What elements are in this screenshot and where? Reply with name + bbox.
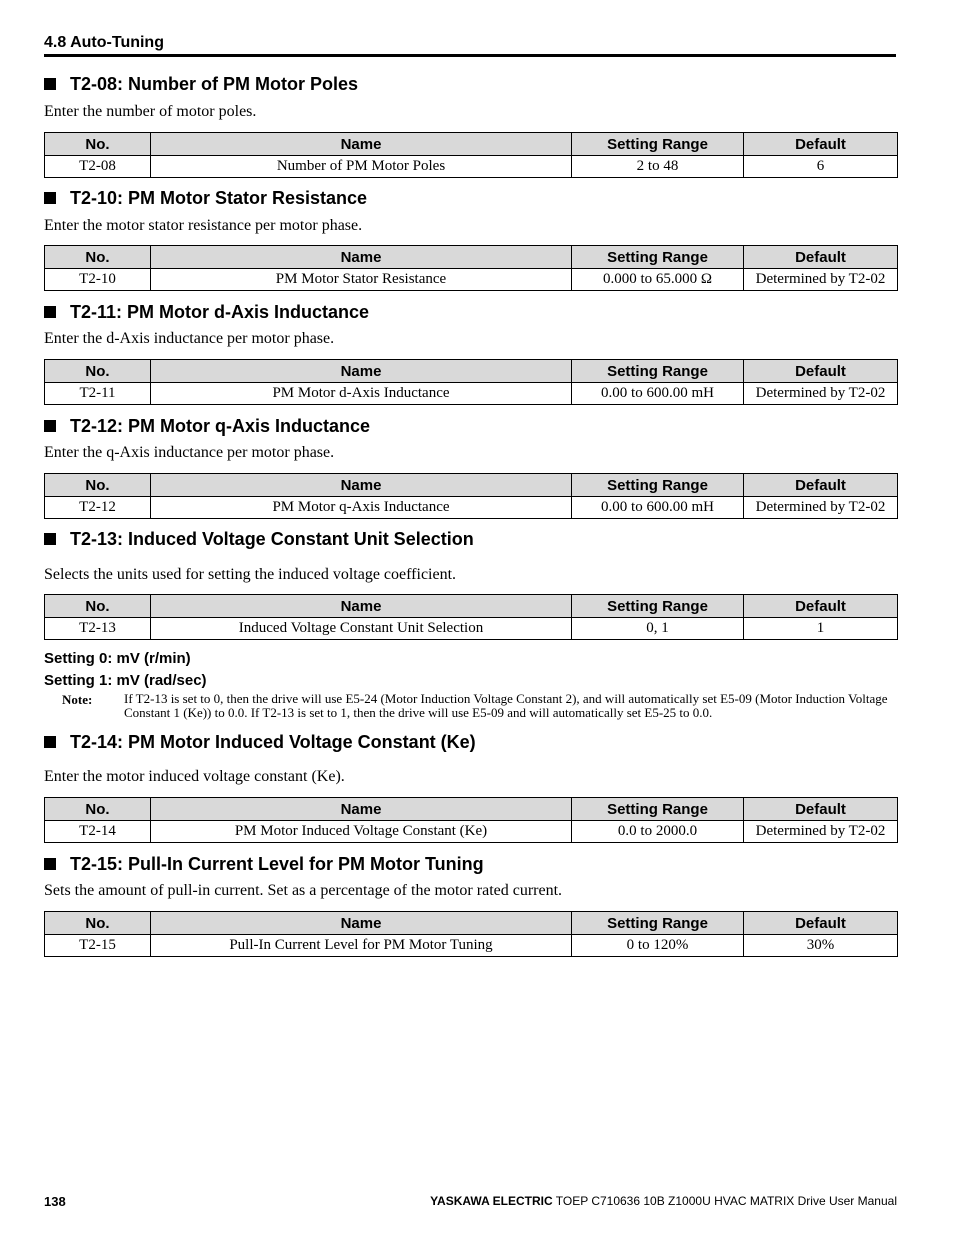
section-description: Enter the q-Axis inductance per motor phase.	[44, 444, 335, 461]
square-bullet-icon	[44, 533, 56, 545]
parameter-table-t2-13	[44, 594, 898, 640]
cell-name: PM Motor Stator Resistance	[151, 269, 572, 291]
cell-no: T2-15	[45, 935, 151, 957]
table-row	[45, 156, 898, 178]
column-header-no: No.	[45, 798, 151, 821]
column-header-no: No.	[45, 595, 151, 618]
square-bullet-icon	[44, 736, 56, 748]
cell-setting-range: 0, 1	[572, 618, 744, 640]
column-header-name: Name	[151, 474, 572, 497]
cell-name: PM Motor d-Axis Inductance	[151, 383, 572, 405]
section-heading-t2-15	[44, 854, 484, 875]
table-header-row	[45, 360, 898, 383]
table-row	[45, 618, 898, 640]
column-header-default: Default	[744, 798, 898, 821]
section-title: T2-10: PM Motor Stator Resistance	[70, 188, 368, 208]
column-header-name: Name	[151, 595, 572, 618]
cell-setting-range: 0.0 to 2000.0	[572, 821, 744, 843]
square-bullet-icon	[44, 858, 56, 870]
column-header-setting-range: Setting Range	[572, 246, 744, 269]
table-header-row	[45, 912, 898, 935]
cell-default: 6	[744, 156, 898, 178]
table-header-row	[45, 798, 898, 821]
column-header-no: No.	[45, 474, 151, 497]
table-header-row	[45, 246, 898, 269]
column-header-default: Default	[744, 595, 898, 618]
section-heading-t2-11	[44, 302, 369, 323]
section-title: T2-08: Number of PM Motor Poles	[70, 74, 359, 94]
footer-brand: YASKAWA ELECTRIC	[430, 1194, 553, 1208]
column-header-no: No.	[45, 133, 151, 156]
table-header-row	[45, 133, 898, 156]
note-label: Note:	[62, 692, 93, 707]
column-header-name: Name	[151, 133, 572, 156]
cell-no: T2-11	[45, 383, 151, 405]
cell-default: 30%	[744, 935, 898, 957]
setting-0-label: Setting 0: mV (r/min)	[44, 650, 191, 667]
note-text: If T2-13 is set to 0, then the drive will use E5-24 (Motor Induction Voltage Constant 2), and will automatically set E5-09 (Motor Induction Voltage Constant 1 (Ke)) to 0.0. If T2-13 is set to 1, then the drive will use E5-09 and will automatically set E5-25 to 0.0.	[124, 691, 888, 720]
column-header-setting-range: Setting Range	[572, 912, 744, 935]
table-row	[45, 269, 898, 291]
parameter-table-t2-14	[44, 797, 898, 843]
column-header-default: Default	[744, 474, 898, 497]
section-heading-t2-14	[44, 732, 476, 753]
section-description: Enter the motor stator resistance per motor phase.	[44, 217, 363, 234]
parameter-table-t2-12	[44, 473, 898, 519]
cell-default: Determined by T2-02	[744, 383, 898, 405]
section-heading-t2-08	[44, 74, 358, 95]
section-description: Enter the d-Axis inductance per motor phase.	[44, 330, 335, 347]
parameter-table-t2-11	[44, 359, 898, 405]
column-header-default: Default	[744, 133, 898, 156]
column-header-setting-range: Setting Range	[572, 360, 744, 383]
cell-default: Determined by T2-02	[744, 821, 898, 843]
cell-setting-range: 0.00 to 600.00 mH	[572, 497, 744, 519]
cell-no: T2-12	[45, 497, 151, 519]
table-header-row	[45, 474, 898, 497]
square-bullet-icon	[44, 192, 56, 204]
parameter-table-t2-15	[44, 911, 898, 957]
column-header-no: No.	[45, 246, 151, 269]
cell-name: Induced Voltage Constant Unit Selection	[151, 618, 572, 640]
parameter-table-t2-08	[44, 132, 898, 178]
column-header-default: Default	[744, 912, 898, 935]
column-header-name: Name	[151, 360, 572, 383]
column-header-name: Name	[151, 246, 572, 269]
section-description: Enter the number of motor poles.	[44, 103, 257, 120]
section-title: T2-14: PM Motor Induced Voltage Constant (Ke)	[70, 732, 476, 752]
cell-setting-range: 2 to 48	[572, 156, 744, 178]
footer-manual-title	[430, 1194, 897, 1208]
cell-name: Number of PM Motor Poles	[151, 156, 572, 178]
section-heading-t2-10	[44, 188, 367, 209]
section-header-label: 4.8 Auto-Tuning	[44, 34, 164, 51]
footer-manual-name: TOEP C710636 10B Z1000U HVAC MATRIX Drive User Manual	[552, 1194, 897, 1208]
section-title: T2-12: PM Motor q-Axis Inductance	[70, 416, 371, 436]
table-row	[45, 821, 898, 843]
cell-no: T2-10	[45, 269, 151, 291]
cell-setting-range: 0 to 120%	[572, 935, 744, 957]
cell-setting-range: 0.000 to 65.000 Ω	[572, 269, 744, 291]
cell-no: T2-14	[45, 821, 151, 843]
cell-name: PM Motor q-Axis Inductance	[151, 497, 572, 519]
column-header-setting-range: Setting Range	[572, 474, 744, 497]
cell-default: Determined by T2-02	[744, 269, 898, 291]
table-row	[45, 497, 898, 519]
cell-name: PM Motor Induced Voltage Constant (Ke)	[151, 821, 572, 843]
section-heading-t2-13	[44, 529, 474, 550]
column-header-no: No.	[45, 360, 151, 383]
section-description: Enter the motor induced voltage constant (Ke).	[44, 768, 345, 785]
table-header-row	[45, 595, 898, 618]
cell-name: Pull-In Current Level for PM Motor Tuning	[151, 935, 572, 957]
column-header-setting-range: Setting Range	[572, 595, 744, 618]
table-row	[45, 383, 898, 405]
column-header-name: Name	[151, 912, 572, 935]
square-bullet-icon	[44, 306, 56, 318]
section-title: T2-13: Induced Voltage Constant Unit Selection	[70, 529, 474, 549]
cell-default: 1	[744, 618, 898, 640]
column-header-setting-range: Setting Range	[572, 798, 744, 821]
column-header-no: No.	[45, 912, 151, 935]
column-header-default: Default	[744, 360, 898, 383]
cell-no: T2-13	[45, 618, 151, 640]
section-title: T2-11: PM Motor d-Axis Inductance	[70, 302, 370, 322]
column-header-name: Name	[151, 798, 572, 821]
section-description: Selects the units used for setting the induced voltage coefficient.	[44, 566, 457, 583]
square-bullet-icon	[44, 420, 56, 432]
section-description: Sets the amount of pull-in current. Set as a percentage of the motor rated current.	[44, 882, 563, 899]
table-row	[45, 935, 898, 957]
cell-setting-range: 0.00 to 600.00 mH	[572, 383, 744, 405]
cell-default: Determined by T2-02	[744, 497, 898, 519]
cell-no: T2-08	[45, 156, 151, 178]
page-number: 138	[44, 1194, 66, 1209]
section-title: T2-15: Pull-In Current Level for PM Motor Tuning	[70, 854, 484, 874]
section-heading-t2-12	[44, 416, 370, 437]
square-bullet-icon	[44, 78, 56, 90]
parameter-table-t2-10	[44, 245, 898, 291]
setting-1-label: Setting 1: mV (rad/sec)	[44, 672, 207, 689]
column-header-default: Default	[744, 246, 898, 269]
page-section-header	[44, 34, 896, 57]
column-header-setting-range: Setting Range	[572, 133, 744, 156]
